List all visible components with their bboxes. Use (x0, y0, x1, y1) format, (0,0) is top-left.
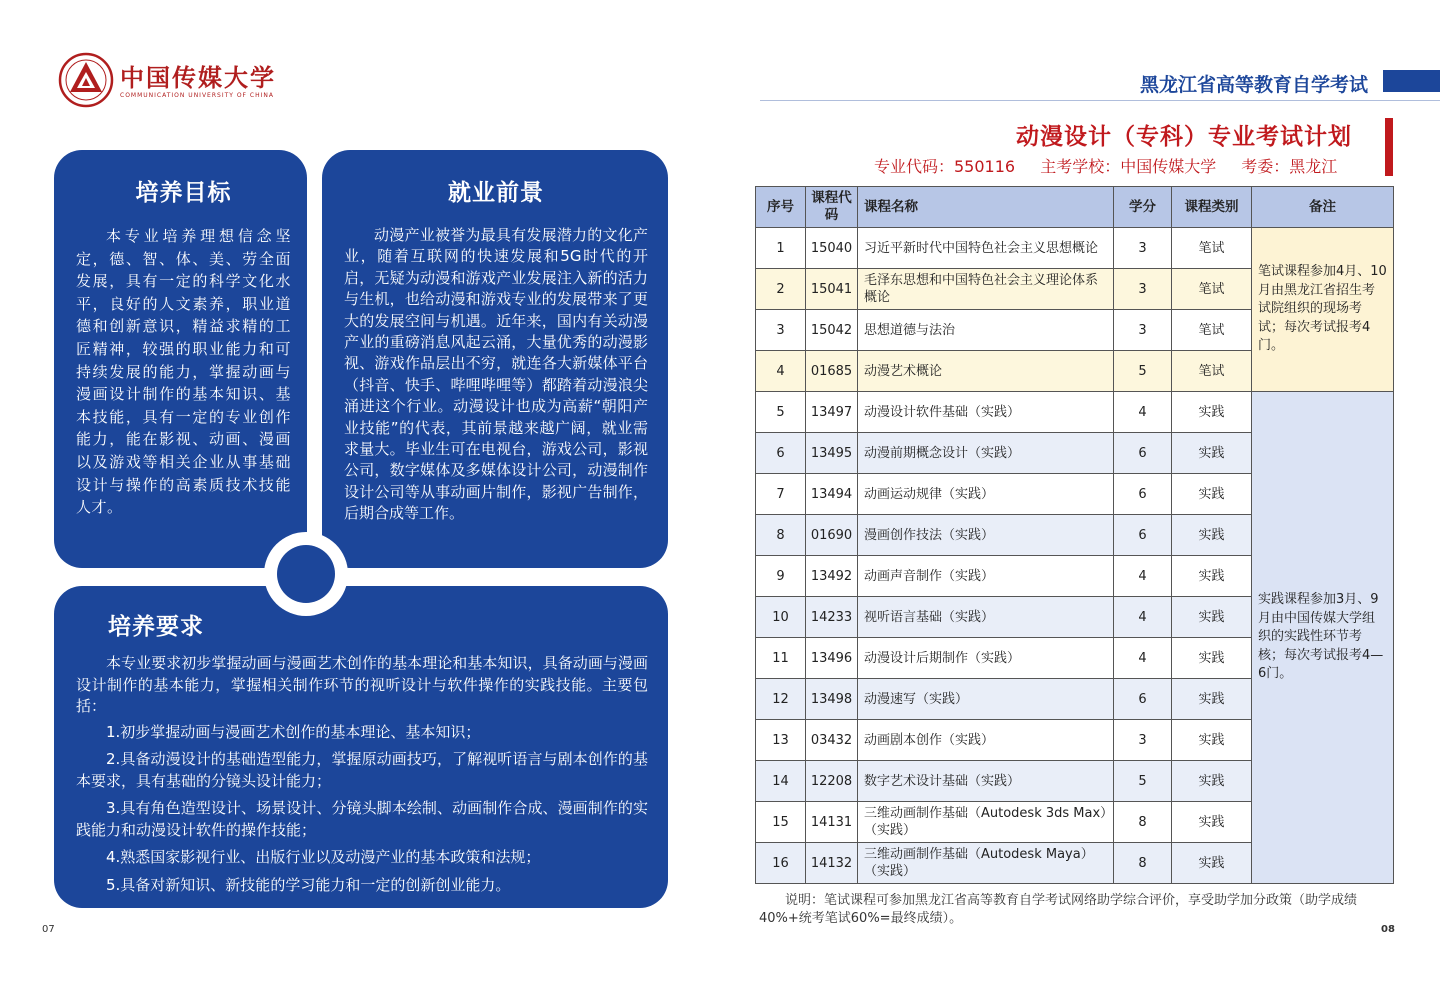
major-code: 专业代码：550116 (874, 157, 1016, 176)
requirement-item: 5.具备对新知识、新技能的学习能力和一定的创新创业能力。 (106, 875, 511, 894)
row-code: 14233 (806, 597, 858, 638)
row-credit: 5 (1114, 761, 1172, 802)
row-category: 实践 (1172, 761, 1252, 802)
row-category: 笔试 (1172, 269, 1252, 310)
column-header-category: 课程类别 (1172, 187, 1252, 228)
row-category: 实践 (1172, 597, 1252, 638)
row-no: 4 (756, 351, 806, 392)
university-name-cn: 中国传媒大学 (120, 63, 276, 92)
university-logo (58, 52, 276, 108)
row-name: 动画声音制作（实践） (858, 556, 1114, 597)
requirement-item: 2.具备动漫设计的基础造型能力，掌握原动画技巧，了解视听语言与剧本创作的基本要求，具有基础的分镜头设计能力； (76, 750, 648, 790)
exam-committee: 考委：黑龙江 (1241, 157, 1338, 176)
table-header-row (756, 187, 1394, 228)
training-requirements-title: 培养要求 (108, 614, 204, 640)
row-credit: 6 (1114, 515, 1172, 556)
row-name: 毛泽东思想和中国特色社会主义理论体系概论 (858, 269, 1114, 310)
row-name: 三维动画制作基础（Autodesk Maya）（实践） (858, 843, 1114, 884)
page-number-left: 07 (42, 924, 55, 935)
row-name: 动漫艺术概论 (858, 351, 1114, 392)
row-name: 动画运动规律（实践） (858, 474, 1114, 515)
column-header-credit: 学分 (1114, 187, 1172, 228)
row-category: 笔试 (1172, 310, 1252, 351)
header-color-block (1383, 70, 1440, 92)
row-credit: 6 (1114, 433, 1172, 474)
row-category: 实践 (1172, 392, 1252, 433)
table-row (756, 228, 1394, 269)
row-code: 01685 (806, 351, 858, 392)
row-no: 2 (756, 269, 806, 310)
row-code: 13498 (806, 679, 858, 720)
row-credit: 4 (1114, 638, 1172, 679)
row-category: 实践 (1172, 638, 1252, 679)
row-no: 10 (756, 597, 806, 638)
requirement-item: 4.熟悉国家影视行业、出版行业以及动漫产业的基本政策和法规； (106, 848, 541, 866)
row-name: 视听语言基础（实践） (858, 597, 1114, 638)
row-category: 笔试 (1172, 351, 1252, 392)
row-no: 14 (756, 761, 806, 802)
row-code: 13492 (806, 556, 858, 597)
row-code: 13495 (806, 433, 858, 474)
row-credit: 4 (1114, 597, 1172, 638)
note-practice-exam: 实践课程参加3月、9月由中国传媒大学组织的实践性环节考核；每次考试报考4—6门。 (1252, 392, 1394, 884)
row-code: 03432 (806, 720, 858, 761)
exam-plan-title: 动漫设计（专科）专业考试计划 (1016, 124, 1352, 150)
row-name: 漫画创作技法（实践） (858, 515, 1114, 556)
career-prospect-text: 动漫产业被誉为最具有发展潜力的文化产业，随着互联网的快速发展和5G时代的开启，无疑为动漫和游戏产业发展注入新的活力与生机，也给动漫和游戏专业的发展带来了更大的发展空间与机遇。近年来，国内有关动漫产业的重磅消息风起云涌，大量优秀的动漫影视、游戏作品层出不穷，就连各大新媒体平台（抖音、快手、哔哩哔哩等）都踏着动漫浪尖涌进这个行业。动漫设计也成为高薪“朝阳产业技能”的代表，其前景越来越广阔，就业需求量大。毕业生可在电视台，游戏公司，影视公司，数字媒体及多媒体设计公司，动漫制作设计公司等从事动画片制作，影视广告制作，后期合成等工作。 (344, 226, 648, 523)
title-accent-bar (1385, 118, 1393, 176)
career-prospect-card (322, 150, 668, 568)
row-credit: 3 (1114, 228, 1172, 269)
exam-plan-table (755, 186, 1394, 884)
table-row (756, 392, 1394, 433)
training-requirements-intro: 本专业要求初步掌握动画与漫画艺术创作的基本理论和基本知识，具备动画与漫画设计制作的基本能力，掌握相关制作环节的视听设计与软件操作的实践技能。主要包括： (76, 654, 648, 715)
row-code: 15041 (806, 269, 858, 310)
row-code: 12208 (806, 761, 858, 802)
row-name: 习近平新时代中国特色社会主义思想概论 (858, 228, 1114, 269)
row-category: 实践 (1172, 474, 1252, 515)
row-credit: 6 (1114, 679, 1172, 720)
row-credit: 3 (1114, 269, 1172, 310)
row-credit: 5 (1114, 351, 1172, 392)
note-written-exam: 笔试课程参加4月、10月由黑龙江省招生考试院组织的现场考试；每次考试报考4门。 (1252, 228, 1394, 392)
column-header-code: 课程代码 (806, 187, 858, 228)
row-name: 思想道德与法治 (858, 310, 1114, 351)
row-no: 7 (756, 474, 806, 515)
row-name: 动画剧本创作（实践） (858, 720, 1114, 761)
row-credit: 3 (1114, 310, 1172, 351)
row-category: 实践 (1172, 720, 1252, 761)
row-no: 16 (756, 843, 806, 884)
page-number-right: 08 (1381, 924, 1395, 935)
row-no: 6 (756, 433, 806, 474)
university-name-en: COMMUNICATION UNIVERSITY OF CHINA (120, 92, 274, 99)
row-credit: 4 (1114, 556, 1172, 597)
row-name: 三维动画制作基础（Autodesk 3ds Max）（实践） (858, 802, 1114, 843)
exam-header-title: 黑龙江省高等教育自学考试 (1140, 74, 1369, 96)
row-credit: 3 (1114, 720, 1172, 761)
column-header-no: 序号 (756, 187, 806, 228)
row-no: 9 (756, 556, 806, 597)
exam-plan-meta (874, 154, 1337, 177)
row-code: 13496 (806, 638, 858, 679)
row-category: 实践 (1172, 515, 1252, 556)
row-credit: 8 (1114, 843, 1172, 884)
row-credit: 4 (1114, 392, 1172, 433)
row-no: 5 (756, 392, 806, 433)
university-emblem-icon (58, 52, 114, 108)
training-goal-title: 培养目标 (135, 180, 232, 206)
row-credit: 6 (1114, 474, 1172, 515)
column-header-name: 课程名称 (858, 187, 1114, 228)
row-code: 01690 (806, 515, 858, 556)
row-code: 14132 (806, 843, 858, 884)
row-no: 15 (756, 802, 806, 843)
row-name: 数字艺术设计基础（实践） (858, 761, 1114, 802)
row-no: 8 (756, 515, 806, 556)
training-requirements-card (54, 586, 668, 908)
row-no: 12 (756, 679, 806, 720)
row-category: 笔试 (1172, 228, 1252, 269)
row-no: 1 (756, 228, 806, 269)
center-circle-decoration (264, 532, 348, 616)
training-goal-text: 本专业培养理想信念坚定，德、智、体、美、劳全面发展，具有一定的科学文化水平，良好的人文素养，职业道德和创新意识，精益求精的工匠精神，较强的职业能力和可持续发展的能力，掌握动画与漫画设计制作的基本知识、基本技能，具有一定的专业创作能力，能在影视、动画、漫画以及游戏等相关企业从事基础设计与操作的高素质技术技能人才。 (76, 227, 291, 517)
row-name: 动漫设计软件基础（实践） (858, 392, 1114, 433)
row-category: 实践 (1172, 679, 1252, 720)
row-category: 实践 (1172, 843, 1252, 884)
row-code: 13497 (806, 392, 858, 433)
row-name: 动漫速写（实践） (858, 679, 1114, 720)
training-goal-card (54, 150, 307, 568)
row-name: 动漫设计后期制作（实践） (858, 638, 1114, 679)
row-code: 13494 (806, 474, 858, 515)
row-no: 13 (756, 720, 806, 761)
header-divider (760, 100, 1440, 101)
exam-explanation-note: 说明：笔试课程可参加黑龙江省高等教育自学考试网络助学综合评价，享受助学加分政策（助学成绩40%+统考笔试60%=最终成绩）。 (759, 893, 1358, 926)
requirement-item: 3.具有角色造型设计、场景设计、分镜头脚本绘制、动画制作合成、漫画制作的实践能力和动漫设计软件的操作技能； (76, 799, 648, 839)
row-category: 实践 (1172, 556, 1252, 597)
requirement-item: 1.初步掌握动画与漫画艺术创作的基本理论、基本知识； (106, 722, 481, 741)
column-header-note: 备注 (1252, 187, 1394, 228)
row-code: 15040 (806, 228, 858, 269)
row-code: 15042 (806, 310, 858, 351)
row-credit: 8 (1114, 802, 1172, 843)
row-no: 11 (756, 638, 806, 679)
row-category: 实践 (1172, 433, 1252, 474)
row-no: 3 (756, 310, 806, 351)
row-name: 动漫前期概念设计（实践） (858, 433, 1114, 474)
host-school: 主考学校：中国传媒大学 (1040, 157, 1217, 176)
row-code: 14131 (806, 802, 858, 843)
row-category: 实践 (1172, 802, 1252, 843)
career-prospect-title: 就业前景 (448, 180, 544, 206)
